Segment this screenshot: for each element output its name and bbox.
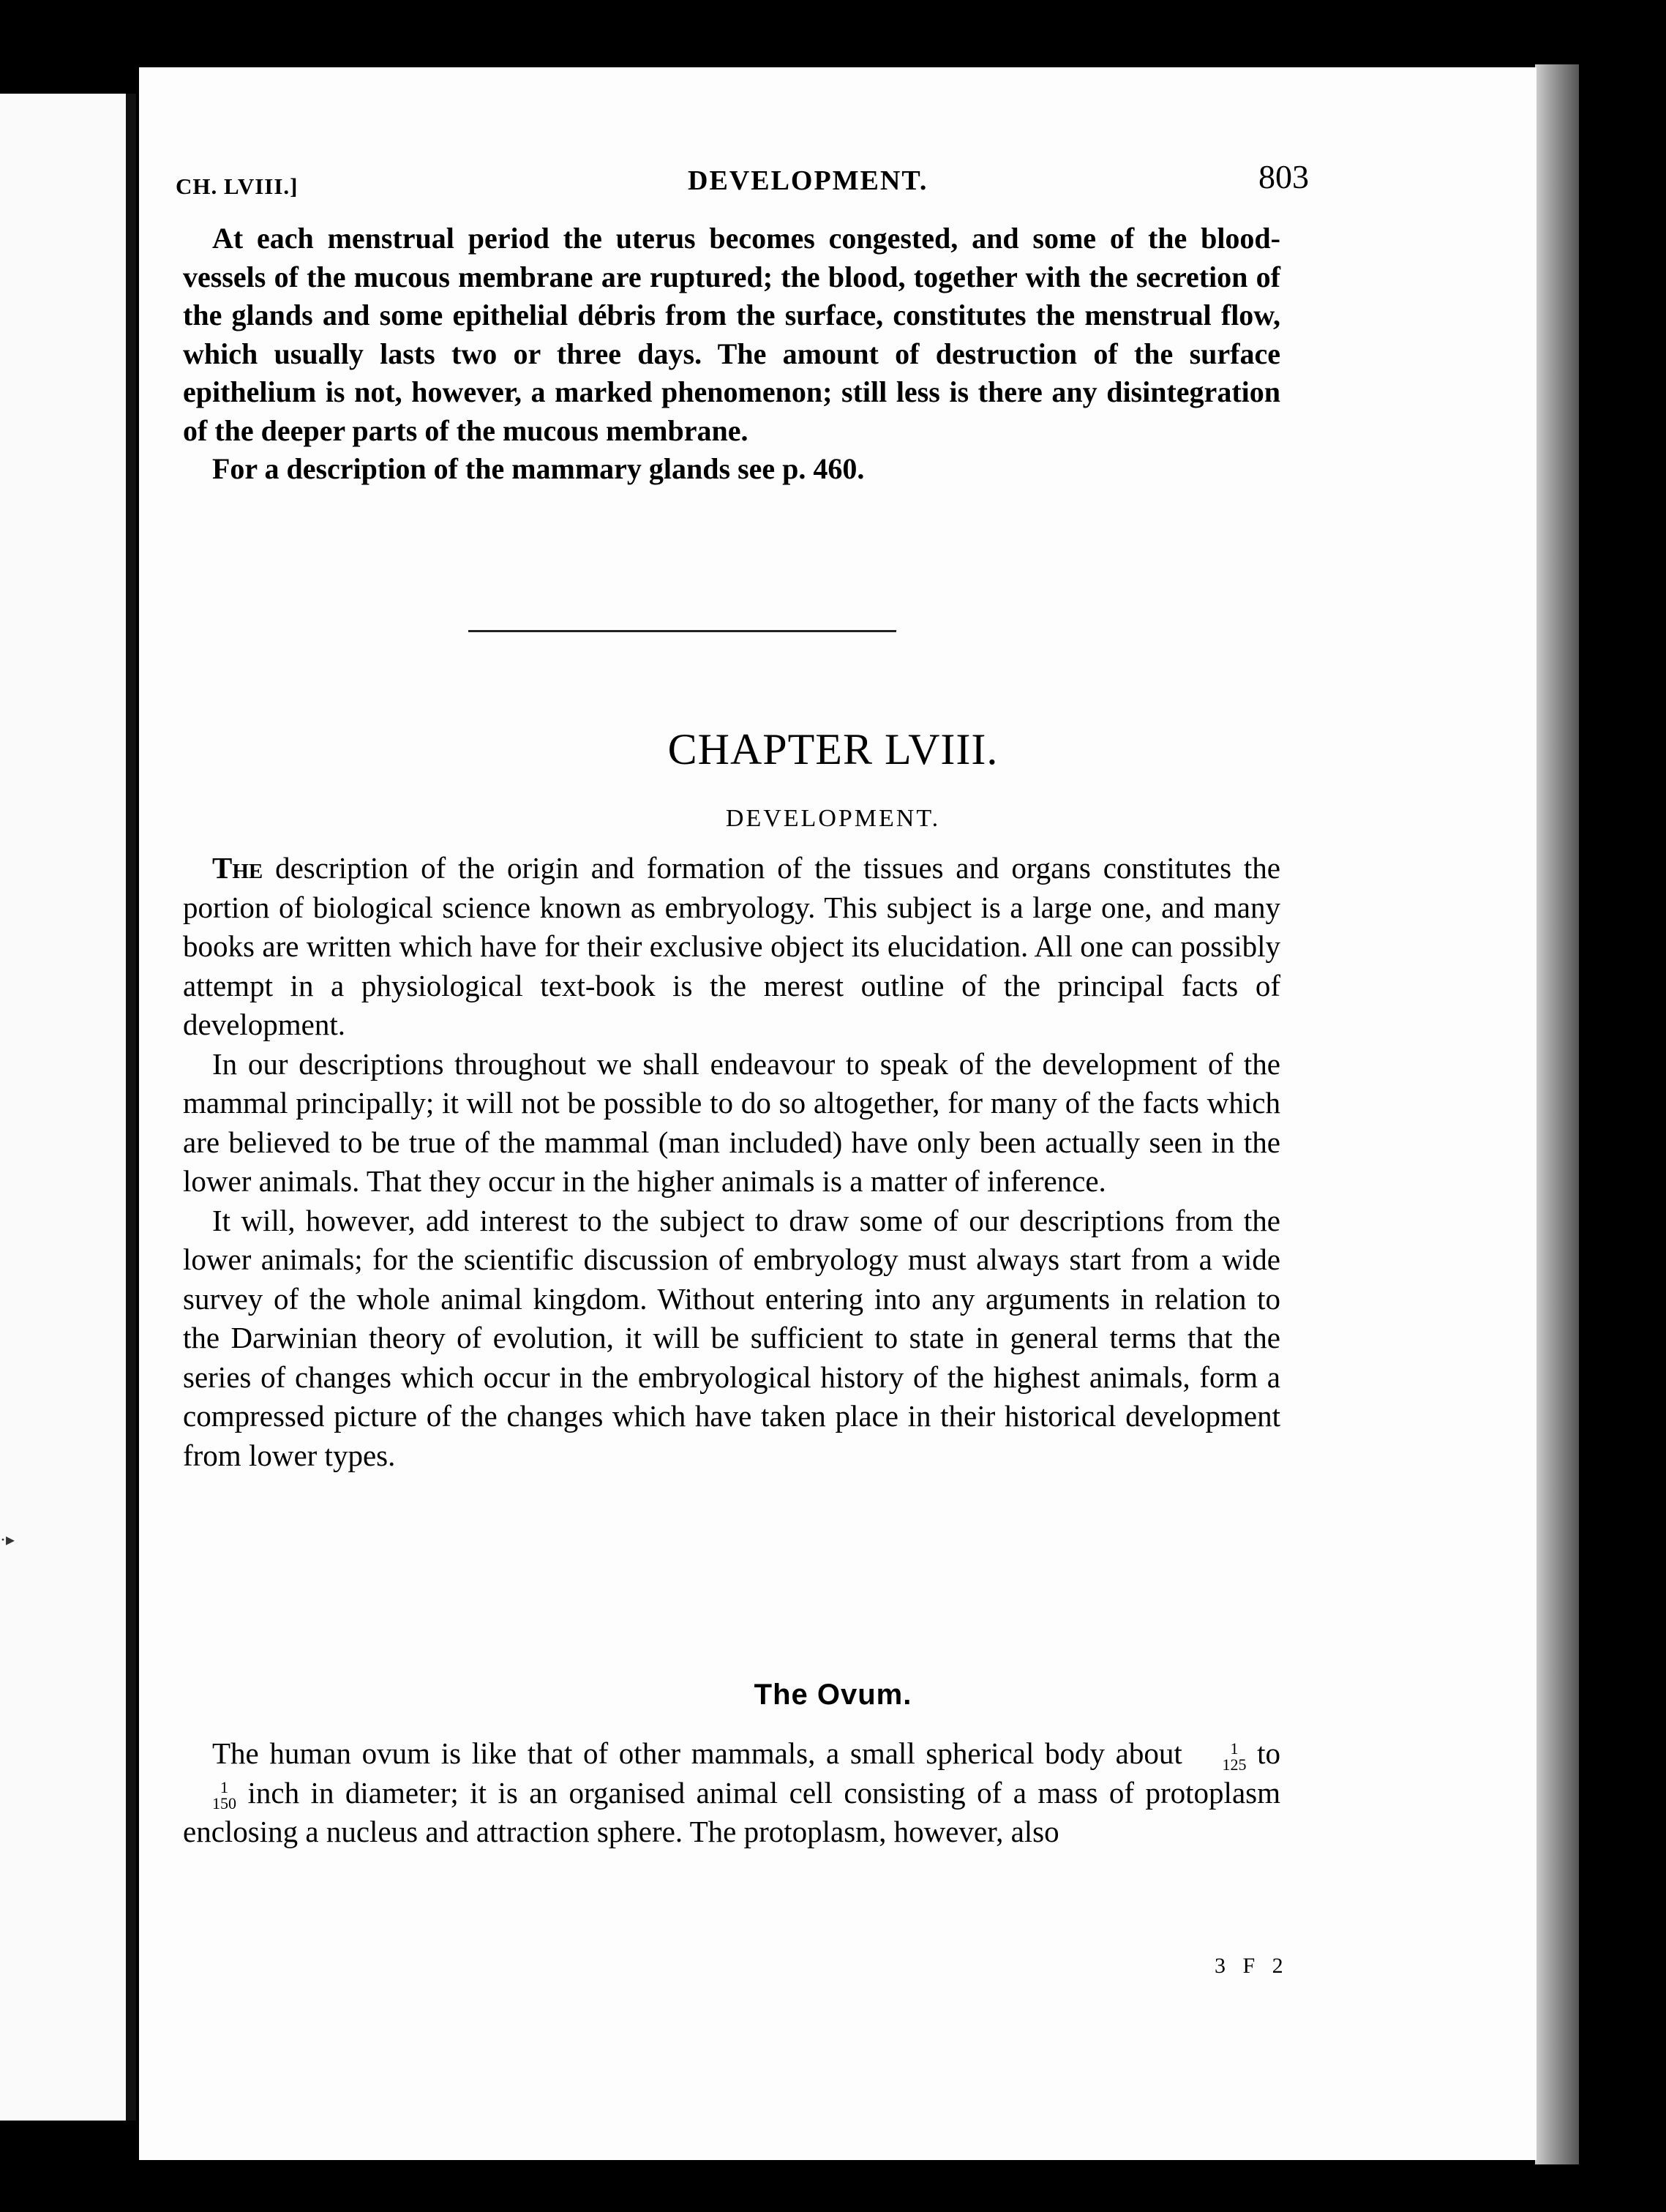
margin-mark: ·▸ — [0, 1531, 15, 1550]
development-text — [183, 849, 1280, 1475]
paragraph: It will, however, add interest to the subject to draw some of our descriptions from the lower animals; for the scientific discussion of embryology must always start from a wide survey of the whole animal kingdom. Without entering into any arguments in relation to the Darwinian theory of evolution, it will be sufficient to state in general terms that the series of changes which occur in the embryological history of the highest animals, form a compressed picture of the changes which have taken place in their historical development from lower types. — [183, 1203, 1280, 1472]
fraction-numerator: 1 — [220, 1778, 228, 1797]
fraction — [1193, 1741, 1246, 1773]
section-divider — [468, 630, 896, 632]
fraction — [183, 1780, 236, 1812]
paragraph-text: description of the origin and formation of the tissues and organs constitutes the portion of biological science known as embryology. This subject is a large one, and many books are written which have for their exclusive object its elucidation. All one can possibly attempt in a physiological text-book is the merest outline of the principal facts of development. — [183, 851, 1280, 1041]
running-head — [176, 157, 1309, 201]
running-head-chapter: CH. LVIII.] — [176, 173, 299, 199]
paragraph: At each menstrual period the uterus becomes congested, and some of the blood-vessels of the mucous membrane are ruptured; the blood, together with the secretion of the glands and some epithelial débris from the surface, constitutes the menstrual flow, which usually lasts two or three days. The amount of destruction of the surface epithelium is not, however, a marked phenomenon; still less is there any disintegration of the deeper parts of the mucous membrane. — [183, 222, 1280, 447]
section-heading: The Ovum. — [754, 1679, 912, 1711]
page-number: 803 — [1258, 158, 1309, 195]
page-stack-edge — [1535, 64, 1579, 2164]
fraction-numerator: 1 — [1230, 1739, 1239, 1758]
menstruation-text — [183, 220, 1280, 489]
running-head-title: DEVELOPMENT. — [688, 165, 928, 196]
fraction-denominator: 150 — [212, 1794, 236, 1813]
fraction-denominator: 125 — [1222, 1755, 1247, 1774]
printer-signature: 3 F 2 — [1215, 1954, 1289, 1978]
ovum-text — [183, 1734, 1280, 1852]
paragraph-text: to — [1246, 1736, 1280, 1770]
paragraph-text: The human ovum is like that of other mammals, a small spherical body about — [212, 1736, 1193, 1770]
facing-page-edge — [0, 94, 130, 2121]
paragraph: For a description of the mammary glands see p. 460. — [212, 452, 865, 485]
lead-word: The — [212, 851, 263, 885]
paragraph — [183, 849, 1280, 1045]
binding-gutter — [126, 94, 136, 2121]
paragraph-text: inch in diameter; it is an organised animal cell consisting of a mass of protoplasm enclosing a nucleus and attraction sphere. The protoplasm, however, also — [183, 1775, 1280, 1848]
chapter-subtitle: DEVELOPMENT. — [725, 805, 941, 832]
paragraph — [183, 1734, 1280, 1852]
paragraph: In our descriptions throughout we shall endeavour to speak of the development of the mammal principally; it will not be possible to do so altogether, for many of the facts which are believed to be true of the mammal (man included) have only been actually seen in the lower animals. That they occur in the higher animals is a matter of inference. — [183, 1046, 1280, 1198]
chapter-title: CHAPTER LVIII. — [667, 725, 999, 773]
